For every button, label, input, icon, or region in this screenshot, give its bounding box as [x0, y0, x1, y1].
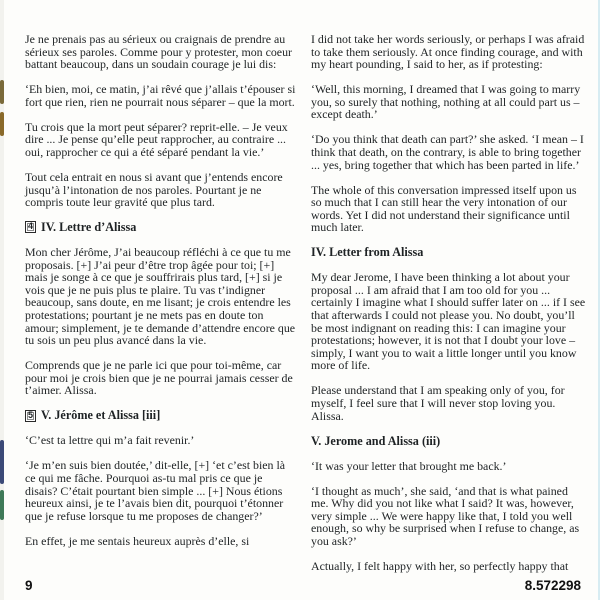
binding-mark [0, 490, 4, 520]
paragraph: Je ne prenais pas au sérieux ou craignais de prendre au sérieux ses paroles. Comme pour y protester, mon coeur battant beaucoup, dans un soudain courage je lui dis: [25, 32, 292, 72]
section-heading-text: IV. Letter from Alissa [311, 245, 424, 260]
paragraph: ‘It was your letter that brought me back.’ [311, 458, 507, 473]
paragraph: ‘Well, this morning, I dreamed that I was going to marry you, so surely that nothing, nothing at all could part us – except death.’ [311, 82, 581, 122]
paragraph: I did not take her words seriously, or perhaps I was afraid to take them seriously. At once finding courage, and with my heart pounding, I said to her, as if protesting: [311, 32, 585, 72]
paragraph: ‘C’est ta lettre qui m’a fait revenir.’ [25, 433, 195, 448]
paragraph: ‘Eh bien, moi, ce matin, j’ai rêvé que j’allais t’épouser si fort que rien, rien ne pourrait nous séparer – que la mort. [25, 82, 296, 109]
paragraph: En effet, je me sentais heureux auprès d’elle, si [25, 533, 250, 548]
binding-mark [0, 112, 4, 136]
paragraph: The whole of this conversation impressed itself upon us so much that I can still hear the very intonation of our words. Yet I did not understand their significance until much later. [311, 182, 577, 235]
paragraph: Actually, I felt happy with her, so perfectly happy that [311, 558, 569, 573]
paragraph: Mon cher Jérôme, J’ai beaucoup réfléchi à ce que tu me proposais. [+] J’ai peur d’être trop âgée pour toi; [+] mais je songe à ce que je souffrirais plus tard, [+] si je vois que je ne puis plus te plaire. Tu vas t’indigner beaucoup, sans doute, en me lisant; je crois entendre les protestations; pourtant je ne mets pas en doute ton amour; simplement, je te demande d’attendre encore que tu sois un peu plus avancé dans la vie. [25, 245, 296, 348]
section-heading [25, 409, 297, 422]
paragraph: Please understand that I am speaking only of you, for myself, I feel sure that I will never stop loving you. Alissa. [311, 383, 565, 423]
page-number: 9 [25, 578, 33, 593]
catalog-number: 8.572298 [524, 578, 581, 593]
track-number-badge: 4 [25, 221, 36, 233]
section-heading [311, 435, 587, 448]
english-text-column [311, 33, 587, 585]
binding-mark [0, 80, 4, 104]
paragraph: Tout cela entrait en nous si avant que j’entends encore jusqu’à l’intonation de nos paroles. Pourtant je ne compris toute leur gravité que plus tard. [25, 169, 283, 210]
section-heading [25, 221, 297, 234]
paragraph: Comprends que je ne parle ici que pour toi-même, car pour moi je crois bien que je ne pourrai jamais cesser de t’aimer. Alissa. [25, 358, 293, 398]
section-heading-text: V. Jérôme et Alissa [iii] [41, 408, 161, 423]
french-text-column [25, 33, 297, 560]
paragraph: ‘Do you think that death can part?’ she asked. ‘I mean – I think that death, on the contrary, is able to bring together ... yes, bring together that which has been parted in life.’ [311, 132, 584, 172]
section-heading [311, 246, 587, 259]
track-number-badge: 5 [25, 410, 36, 422]
paragraph: ‘Je m’en suis bien doutée,’ dit-elle, [+] ‘et c’est bien là ce qui me fâche. Pourquoi as-tu mal pris ce que je disais? C’était pourtant bien simple ... [+] Nous étions heureux ainsi, je te l’avais bien dit, pourquoi t’étonner que je refuse lorsque tu me proposes de changer?’ [25, 458, 286, 523]
section-heading-text: V. Jerome and Alissa (iii) [311, 433, 441, 448]
paragraph: My dear Jerome, I have been thinking a lot about your proposal ... I am afraid that I am too old for you ... certainly I imagine what I should suffer later on ... if I see that afterwards I could not please you. No doubt, you’ll be most indignant on reading this: I can imagine your protestations; however, it is not that I doubt your love – simply, I want you to wait a little longer until you know more of life. [311, 270, 586, 373]
binding-mark [0, 440, 4, 484]
paragraph: ‘I thought as much’, she said, ‘and that is what pained me. Why did you not like what I said? It was, however, very simple ... We were happy like that, I told you well enough, so why be surprised when I refuse to change, as you ask?’ [311, 483, 580, 548]
paragraph: Tu crois que la mort peut séparer? reprit-elle. – Je veux dire ... Je pense qu’elle peut rapprocher, au contraire ... oui, rapprocher ce qui a été séparé pendant la vie.’ [25, 119, 288, 159]
section-heading-text: IV. Lettre d’Alissa [41, 220, 137, 235]
